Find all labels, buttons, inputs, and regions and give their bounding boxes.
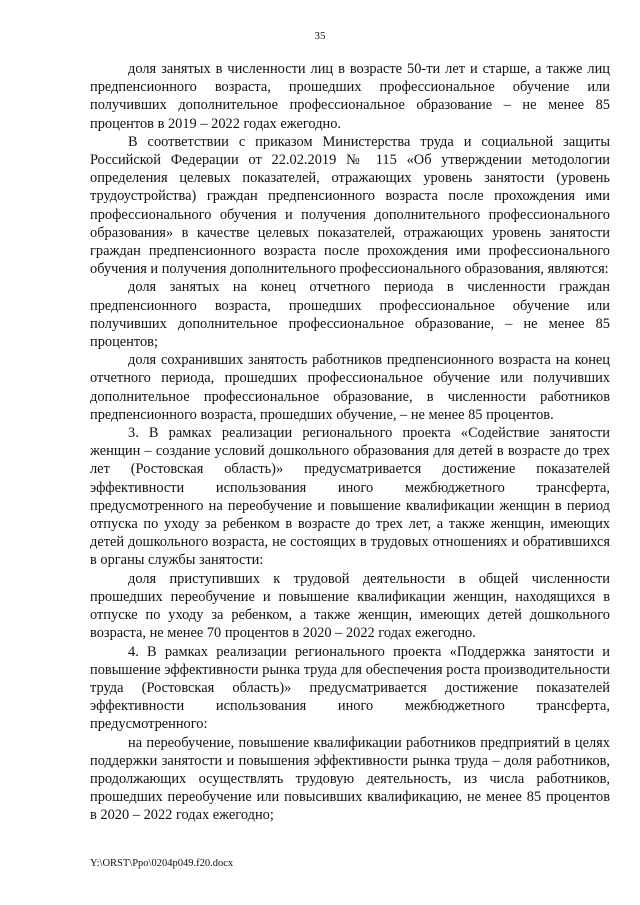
paragraph-project-4-labor-market: 4. В рамках реализации регионального проекта «Поддержка занятости и повышение эффективности рынка труда для обеспечения роста производительности труда (Ростовская область)» предусматривается достижение показателей эффективности использования иного межбюджетного трансферта, предусмотренного: bbox=[90, 643, 610, 733]
paragraph-share-employed-50-plus: доля занятых в численности лиц в возрасте 50-ти лет и старше, а также лиц предпенсионного возраста, прошедших профессиональное обучение или получивших дополнительное профессиональное образование – не менее 85 процентов в 2019 – 2022 годах ежегодно. bbox=[90, 61, 610, 132]
page-number: 35 bbox=[314, 30, 326, 42]
paragraph-retraining-workers: на переобучение, повышение квалификации работников предприятий в целях поддержки занятости и повышения эффективности рынка труда – доля работников, продолжающих осуществлять трудовую деятельность, из числа работников, прошедших переобучение или повысивших квалификацию, не менее 85 процентов в 2020 – 2022 годах ежегодно; bbox=[90, 734, 610, 824]
paragraph-ministry-order: В соответствии с приказом Министерства труда и социальной защиты Российской Федерации от 22.02.2019 № 115 «Об утверждении методологии определения целевых показателей, отражающих уровень занятости (уровень трудоустройства) граждан предпенсионного возраста после прохождения ими профессионального обучения и получения дополнительного профессионального образования» в качестве целевых показателей, отражающих уровень занятости граждан предпенсионного возраста после прохождения ими профессионального обучения и получения дополнительного профессионального образования, являются: bbox=[90, 133, 610, 278]
paragraph-share-employed-end-period: доля занятых на конец отчетного периода в численности граждан предпенсионного возраста, прошедших профессиональное обучение или получивших дополнительное профессиональное образование, – не менее 85 процентов; bbox=[90, 279, 610, 351]
paragraph-project-3-women-employment: 3. В рамках реализации регионального проекта «Содействие занятости женщин – создание условий дошкольного образования для детей в возрасте до трех лет (Ростовская область)» предусматривается достижение показателей эффективности использования иного межбюджетного трансферта, предусмотренного на переобучение и повышение квалификации женщин в период отпуска по уходу за ребенком в возрасте до трех лет, а также женщин, имеющих детей дошкольного возраста, не состоящих в трудовых отношениях и обратившихся в органы службы занятости: bbox=[90, 425, 610, 569]
paragraph-share-started-work: доля приступивших к трудовой деятельности в общей численности прошедших переобучение и повышение квалификации женщин, находящихся в отпуске по уходу за ребенком, а также женщин, имеющих детей дошкольного возраста, не менее 70 процентов в 2020 – 2022 годах ежегодно. bbox=[90, 570, 610, 642]
document-body bbox=[90, 60, 610, 825]
file-path-footer: Y:\ORST\Ppo\0204p049.f20.docx bbox=[90, 858, 234, 869]
paragraph-share-retained-employment: доля сохранивших занятость работников предпенсионного возраста на конец отчетного периода, прошедших профессиональное обучение или получивших дополнительное профессиональное образование, в численности работников предпенсионного возраста, прошедших обучение, – не менее 85 процентов. bbox=[90, 352, 610, 423]
